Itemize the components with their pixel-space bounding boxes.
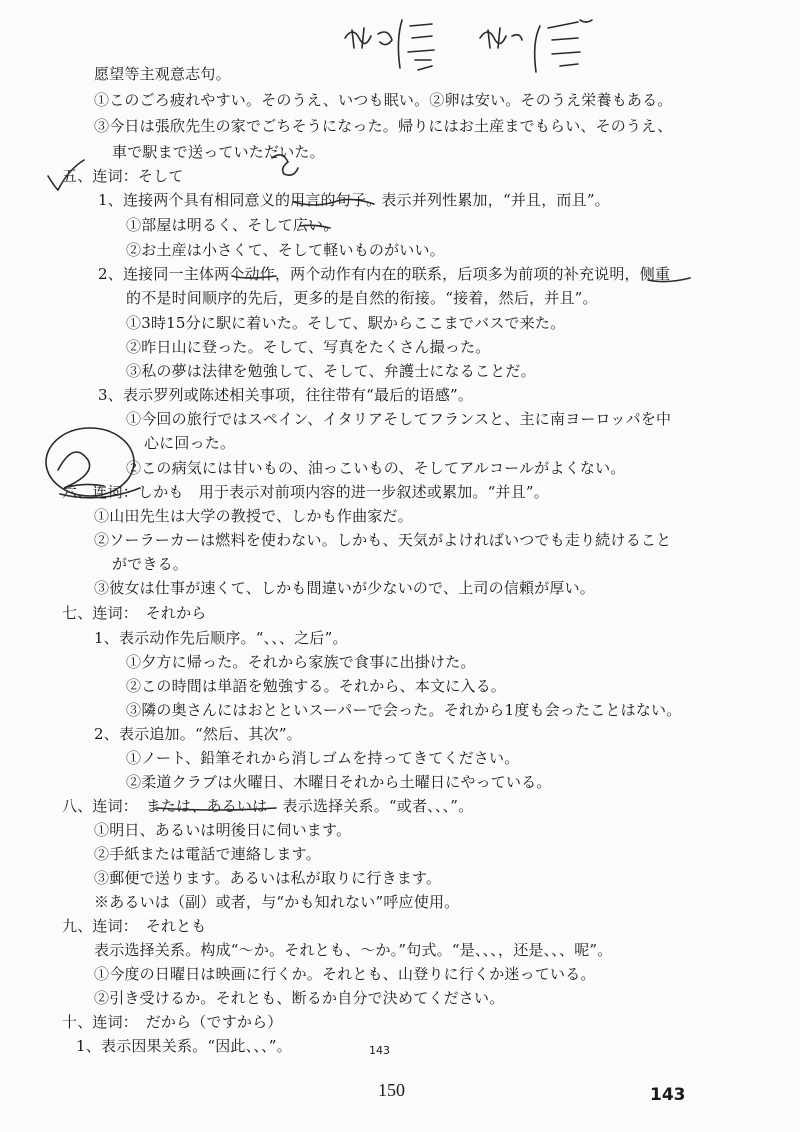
example-line: ①3時15分に駅に着いた。そして、駅からここまでバスで来た。 [126,314,566,332]
text-line: 2、表示追加。“然后、其次”。 [94,725,302,743]
page-number-bold: 143 [650,1085,686,1105]
text-line: 愿望等主观意志句。 [94,65,231,83]
example-line: ②この病気には甘いもの、油っこいもの、そしてアルコールがよくない。 [126,459,626,477]
example-line: ①今回の旅行ではスペイン、イタリアそしてフランスと、主に南ヨーロッパを中 [126,410,672,428]
text-line: 3、表示罗列或陈述相关事项，往往带有“最后的语感”。 [98,386,474,404]
section-heading: 九、连词： それとも [62,917,207,935]
example-line: ①山田先生は大学の教授で、しかも作曲家だ。 [94,507,413,525]
text-line: 1、表示因果关系。“因此、、、”。 [76,1037,292,1055]
example-line: ①明日、あるいは明後日に伺います。 [94,821,352,839]
text-line: 的不是时间顺序的先后，更多的是自然的衔接。“接着，然后，并且”。 [126,289,598,307]
example-line: ①今度の日曜日は映画に行くか。それとも、山登りに行くか迷っている。 [94,965,596,983]
example-line: 心に回った。 [144,434,236,452]
section-heading: 六、连词：しかも 用于表示对前项内容的进一步叙述或累加。“并且”。 [62,483,549,501]
page-number-middle: 150 [378,1080,405,1100]
text-line: 1、连接两个具有相同意义的用言的句子。表示并列性累加，“并且，而且”。 [98,191,610,209]
text-line: ③今日は張欣先生の家でごちそうになった。帰りにはお土産までもらい、そのうえ、 [94,117,673,135]
example-line: ②ソーラーカーは燃料を使わない。しかも、天気がよければいつでも走り続けること [94,531,672,549]
example-line: ①ノート、鉛筆それから消しゴムを持ってきてください。 [126,749,520,767]
example-line: ③彼女は仕事が速くて、しかも間違いが少ないので、上司の信頼が厚い。 [94,579,596,597]
section-heading: 七、连词： それから [62,604,207,622]
section-heading: 八、连词： または、あるいは 表示选择关系。“或者、、、”。 [62,797,474,815]
text-line: 2、连接同一主体两个动作，两个动作有内在的联系，后项多为前项的补充说明，侧重 [98,265,671,283]
section-heading: 五、连词：そして [62,167,184,185]
example-line: ②柔道クラブは火曜日、木曜日それから土曜日にやっている。 [126,773,552,791]
section-heading: 十、连词： だから（ですから） [62,1013,283,1031]
text-line: 車で駅まで送っていただいた。 [112,143,325,161]
example-line: ②昨日山に登った。そして、写真をたくさん撮った。 [126,338,491,356]
example-line: ②引き受けるか。それとも、断るか自分で決めてください。 [94,989,505,1007]
example-line: ①部屋は明るく、そして広い。 [126,216,339,234]
note-line: ※あるいは（副）或者，与“かも知れない”呼应使用。 [94,893,460,911]
example-line: ②手紙または電話で連絡します。 [94,845,321,863]
example-line: ②お土産は小さくて、そして軽いものがいい。 [126,241,445,259]
text-line: 1、表示动作先后顺序。“、、、之后”。 [94,629,348,647]
page-number-small: 143 [369,1044,390,1057]
text-line: ①このごろ疲れやすい。そのうえ、いつも眠い。②卵は安い。そのうえ栄養もある。 [94,91,673,109]
example-line: ができる。 [112,555,189,573]
example-line: ③私の夢は法律を勉強して、そして、弁護士になることだ。 [126,362,536,380]
example-line: ③隣の奥さんにはおとといスーパーで会った。それから1度も会ったことはない。 [126,701,682,719]
example-line: ①夕方に帰った。それから家族で食事に出掛けた。 [126,653,476,671]
example-line: ③郵便で送ります。あるいは私が取りに行きます。 [94,869,442,887]
example-line: ②この時間は単語を勉強する。それから、本文に入る。 [126,677,507,695]
text-line: 表示选择关系。构成“～か。それとも、～か。”句式。“是、、、，还是、、、呢”。 [94,941,613,959]
